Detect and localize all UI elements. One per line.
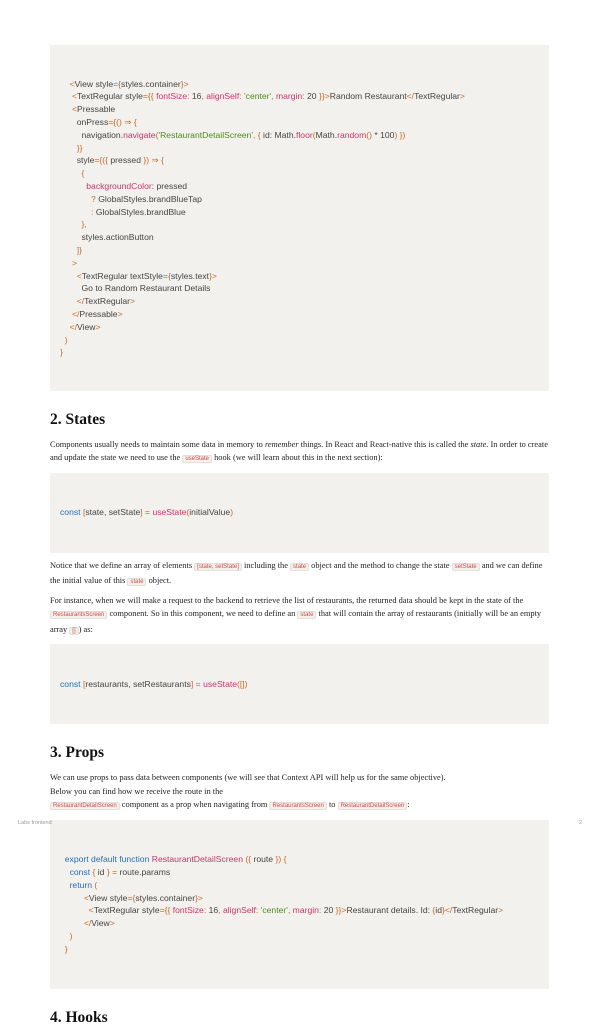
code-token: alignSelf: [206, 91, 240, 102]
code-token: >: [117, 308, 123, 319]
code-token: id: Math.: [263, 129, 296, 140]
text: object.: [146, 576, 172, 586]
code-token: : pressed: [151, 180, 188, 191]
code-token: View style: [74, 78, 114, 89]
code-token: Go to Random Restaurant Details: [81, 283, 211, 294]
code-token: [60, 91, 72, 101]
code-token: } =: [106, 867, 120, 878]
code-token: style: [76, 155, 95, 166]
text: including the: [241, 560, 291, 570]
section-heading-hooks: 4. Hooks: [50, 1009, 108, 1027]
code-line: [60, 943, 539, 956]
code-line: [60, 853, 539, 866]
code-token: styles.container: [135, 892, 196, 903]
code-line: [60, 879, 539, 892]
code-token: initialValue: [189, 507, 231, 518]
code-token: ={() ⇒ {: [108, 116, 137, 127]
code-token: View: [76, 321, 96, 332]
code-token: }>: [180, 78, 189, 89]
code-token: }: [60, 347, 63, 358]
code-token: styles.text: [170, 270, 210, 281]
paragraph-props-below: Below you can find how we receive the route in the: [50, 786, 224, 796]
code-line: [60, 231, 539, 244]
code-token: :: [255, 905, 261, 916]
code-token: (: [94, 879, 98, 890]
code-token: ): [230, 507, 234, 518]
code-token: GlobalStyles.brandBlue: [95, 206, 186, 217]
text: component as a prop when navigating from: [119, 800, 270, 810]
code-lines: [60, 78, 539, 360]
code-token: ({: [245, 854, 254, 865]
code-token: restaurants, setRestaurants: [85, 678, 191, 689]
code-token: </: [69, 321, 77, 332]
code-token: useState: [152, 507, 187, 518]
code-token: 'RestaurantDetailScreen': [158, 129, 253, 140]
code-token: [60, 880, 70, 890]
code-token: [60, 207, 91, 217]
code-token: TextRegular: [452, 905, 499, 916]
code-token: fontSize: [172, 905, 204, 916]
code-token: </: [406, 91, 415, 102]
code-token: }) ⇒ {: [140, 155, 164, 166]
code-token: const: [69, 867, 93, 878]
code-token: [60, 296, 77, 306]
code-line: [60, 295, 539, 308]
code-token: ={: [162, 270, 171, 281]
code-token: (: [155, 129, 159, 140]
code-token: margin: [275, 91, 303, 102]
code-block-restaurant-detail: [50, 820, 549, 990]
code-token: {: [432, 905, 436, 916]
code-token: TextRegular: [84, 296, 130, 307]
code-token: , {: [252, 129, 264, 140]
code-token: onPress: [76, 116, 109, 127]
code-token: (): [366, 129, 375, 140]
code-token: [60, 893, 84, 903]
code-token: Pressable: [79, 308, 118, 319]
inline-code: state: [290, 563, 309, 571]
code-token: <: [83, 892, 89, 903]
code-lines: [60, 853, 539, 955]
code-token: fontSize: [156, 91, 188, 102]
code-token: styles.container: [121, 78, 181, 89]
code-token: * 100: [374, 129, 395, 140]
code-token: View style: [88, 892, 128, 903]
code-line: [60, 866, 539, 879]
inline-code: RestaurantDetailScreen: [50, 802, 120, 810]
emphasis-text: state: [470, 439, 487, 449]
code-token: [60, 79, 70, 89]
text: . In order to create and update the state we need to use the: [50, 439, 548, 463]
code-token: navigation.: [81, 129, 124, 140]
text: Components usually needs to maintain some data in memory to: [50, 439, 265, 449]
code-line: [60, 116, 539, 129]
paragraph-states-array: [50, 559, 549, 590]
code-token: {: [92, 867, 98, 878]
code-token: ?: [91, 193, 99, 204]
inline-code: []: [69, 627, 78, 635]
code-token: :: [302, 91, 308, 102]
code-token: [60, 271, 77, 281]
code-token: {: [81, 168, 85, 179]
code-token: backgroundColor: [86, 180, 152, 191]
code-token: [: [82, 678, 86, 689]
code-token: [60, 143, 77, 153]
code-token: ={: [113, 78, 122, 89]
code-token: RestaurantDetailScreen: [151, 854, 246, 865]
code-line: [60, 244, 539, 257]
code-token: random: [337, 129, 367, 140]
inline-code: RestaurantDetailScreen: [338, 802, 408, 810]
code-line: [60, 308, 539, 321]
code-token: :: [318, 905, 324, 916]
code-token: >: [459, 91, 465, 102]
text: :: [407, 800, 410, 810]
code-token: ={: [127, 892, 136, 903]
code-token: Random Restaurant: [329, 91, 407, 102]
code-token: }>: [209, 270, 217, 281]
code-token: </: [71, 308, 80, 319]
code-token: }>: [195, 892, 203, 903]
code-token: ,: [287, 905, 293, 916]
code-token: [60, 219, 82, 229]
text: and we can define the initial value of this: [50, 560, 543, 586]
code-token: ] =: [190, 678, 204, 689]
code-token: >: [498, 905, 504, 916]
code-token: state, setState: [85, 507, 141, 518]
code-token: route.params: [119, 867, 171, 878]
code-token: [60, 905, 89, 915]
text: For instance, when we will make a request to the backend to retrieve the list of restaurants, the returned data should be kept in the state of the: [50, 595, 524, 605]
code-token: TextRegular: [414, 91, 460, 102]
code-block-jsx-view: [50, 45, 549, 391]
text: Notice that we define an array of elements: [50, 560, 195, 570]
code-token: ): [69, 931, 73, 942]
code-line: [60, 167, 539, 180]
code-token: ([]): [237, 678, 248, 689]
code-token: TextRegular style: [76, 91, 143, 102]
code-token: styles.actionButton: [81, 232, 154, 243]
code-token: [60, 309, 72, 319]
code-token: ]}: [76, 244, 82, 255]
code-token: [60, 104, 72, 114]
code-token: <: [69, 78, 75, 89]
code-line: [60, 193, 539, 206]
code-line: [60, 334, 539, 347]
code-token: ,: [218, 905, 223, 916]
code-token: :: [239, 91, 244, 102]
code-line: [60, 103, 539, 116]
code-token: [60, 232, 82, 242]
code-token: (: [186, 507, 190, 518]
code-token: ={{: [142, 91, 157, 102]
code-token: (: [312, 129, 316, 140]
code-token: }}: [76, 142, 83, 153]
text: object and the method to change the state: [309, 560, 452, 570]
page-number: 2: [578, 820, 582, 826]
code-line: [60, 346, 539, 359]
code-token: :: [187, 91, 192, 102]
code-block-usestate: [50, 473, 549, 553]
paragraph-states-intro: [50, 438, 549, 467]
inline-code: RestaurantsScreen: [269, 802, 326, 810]
code-token: [60, 155, 77, 165]
code-token: TextRegular style: [93, 905, 160, 916]
inline-code: RestaurantsScreen: [50, 611, 107, 619]
code-line: [60, 180, 539, 193]
paragraph-states-restaurants: [50, 594, 549, 639]
code-token: :: [91, 206, 96, 217]
code-token: [60, 245, 77, 255]
code-token: ) }): [394, 129, 406, 140]
code-token: ={{: [159, 905, 173, 916]
code-token: }) {: [275, 854, 287, 865]
code-line: [60, 678, 539, 691]
code-token: useState: [203, 678, 238, 689]
code-line: [60, 270, 539, 283]
code-token: navigate: [123, 129, 156, 140]
code-line: [60, 257, 539, 270]
text: things. In React and React-native this is called the: [298, 439, 471, 449]
code-token: [60, 130, 82, 140]
code-line: [60, 90, 539, 103]
code-token: margin: [292, 905, 319, 916]
emphasis-text: remember: [264, 439, 299, 449]
code-token: 16: [208, 905, 219, 916]
code-token: pressed: [110, 155, 141, 166]
code-token: }</: [442, 905, 453, 916]
inline-code: state: [297, 611, 316, 619]
code-token: const: [60, 507, 83, 518]
code-block-restaurants-state: [50, 644, 549, 724]
code-token: [60, 168, 82, 178]
code-line: [60, 78, 539, 91]
code-token: route: [253, 854, 276, 865]
section-heading-props: 3. Props: [50, 744, 104, 762]
code-token: [60, 117, 77, 127]
code-token: <: [88, 905, 94, 916]
inline-code: setState: [452, 563, 480, 571]
code-token: floor: [296, 129, 313, 140]
code-token: }}>: [335, 905, 347, 916]
code-token: Restaurant details. Id:: [346, 905, 433, 916]
code-line: [60, 218, 539, 231]
inline-code: state: [127, 578, 146, 586]
text: to: [326, 800, 338, 810]
code-token: }: [64, 943, 68, 954]
code-token: View: [91, 918, 110, 929]
code-token: 'center': [244, 91, 272, 102]
code-token: id: [97, 867, 107, 878]
code-line: [60, 321, 539, 334]
text: that will contain the array of restaurants (initially will be an empty array: [50, 609, 542, 634]
code-token: [60, 918, 84, 928]
code-token: 20: [323, 905, 336, 916]
code-token: <: [76, 270, 82, 281]
code-token: <: [71, 91, 77, 102]
code-token: >: [109, 918, 115, 929]
code-token: >: [95, 321, 101, 332]
code-token: Math.: [315, 129, 338, 140]
code-token: ,: [201, 91, 207, 102]
code-token: }}>: [318, 91, 330, 102]
code-token: 20: [307, 91, 319, 102]
code-token: 16: [191, 91, 202, 102]
code-token: [60, 258, 72, 268]
code-token: [60, 322, 70, 332]
code-line: [60, 930, 539, 943]
code-token: [60, 194, 91, 204]
code-token: <: [71, 104, 77, 115]
paragraph-props-route: [50, 798, 549, 814]
code-line: [60, 282, 539, 295]
code-token: </: [76, 296, 85, 307]
code-token: GlobalStyles.brandBlueTap: [98, 193, 202, 204]
code-line: [60, 506, 539, 519]
code-token: :: [203, 905, 209, 916]
footer-title: Labs frontend: [18, 820, 52, 826]
code-token: [: [82, 507, 86, 518]
code-token: ): [64, 334, 68, 345]
inline-code: [state, setState]: [194, 563, 242, 571]
code-line: [60, 154, 539, 167]
document-page: [50, 40, 549, 1027]
text: ) as:: [78, 624, 93, 634]
text: component. So in this component, we need to define an: [107, 609, 298, 619]
code-token: [60, 867, 70, 877]
code-token: Pressable: [76, 104, 116, 115]
code-token: TextRegular textStyle: [81, 270, 163, 281]
code-token: ] =: [140, 507, 153, 518]
code-line: [60, 904, 539, 917]
code-token: },: [81, 219, 87, 230]
text: hook (we will learn about this in the next section):: [212, 453, 383, 463]
code-token: [60, 283, 82, 293]
code-token: [60, 181, 86, 191]
code-token: alignSelf: [222, 905, 256, 916]
code-token: return: [69, 879, 95, 890]
code-token: ,: [271, 91, 276, 102]
code-token: </: [83, 918, 92, 929]
code-token: [60, 931, 70, 941]
code-line: [60, 206, 539, 219]
code-line: [60, 892, 539, 905]
inline-code: useState: [182, 455, 212, 463]
code-token: >: [129, 296, 136, 307]
code-line: [60, 129, 539, 142]
paragraph-props-intro: We can use props to pass data between components (we will see that Context API will help us for the same objective).: [50, 773, 446, 783]
section-heading-states: 2. States: [50, 410, 106, 428]
code-token: const: [60, 678, 83, 689]
code-token: >: [71, 257, 77, 268]
code-line: [60, 917, 539, 930]
code-token: id: [435, 905, 442, 916]
code-token: ={({: [94, 155, 111, 166]
code-token: 'center': [260, 905, 288, 916]
code-line: [60, 142, 539, 155]
code-token: export default function: [64, 854, 152, 865]
